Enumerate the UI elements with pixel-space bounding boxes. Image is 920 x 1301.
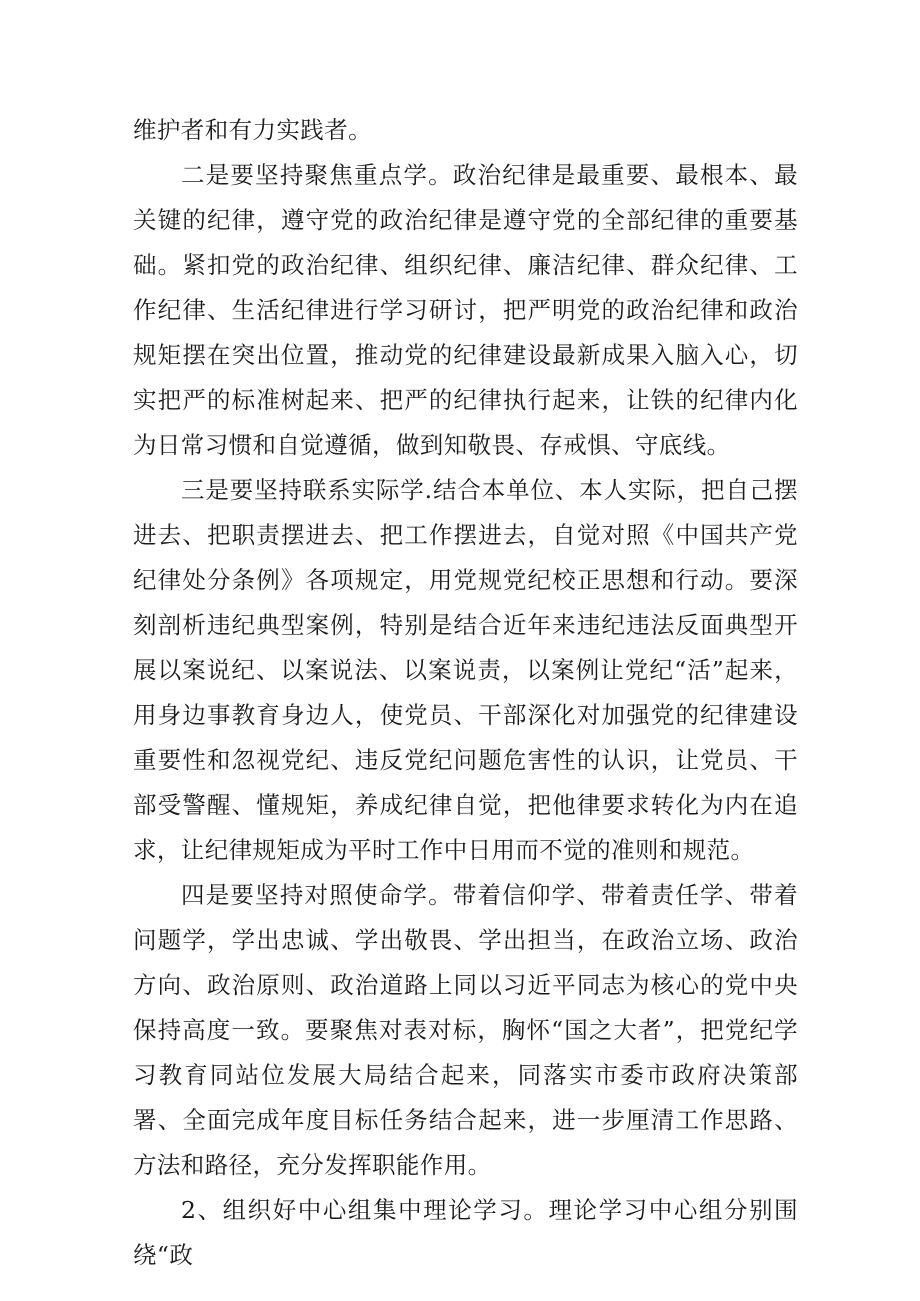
paragraph-mission: 四是要坚持对照使命学。带着信仰学、带着责任学、带着问题学，学出忠诚、学出敬畏、学出担当，在政治立场、政治方向、政治原则、政治道路上同以习近平同志为核心的党中央保持高度一致。要聚焦对表对标，胸怀“国之大者”，把党纪学习教育同站位发展大局结合起来，同落实市委市政府决策部署、全面完成年度目标任务结合起来，进一步厘清工作思路、方法和路径，充分发挥职能作用。 bbox=[133, 881, 798, 1179]
paragraph-focus-key-points: 二是要坚持聚焦重点学。政治纪律是最重要、最根本、最关键的纪律，遵守党的政治纪律是遵守党的全部纪律的重要基础。紧扣党的政治纪律、组织纪律、廉洁纪律、群众纪律、工作纪律、生活纪律进行学习研讨，把严明党的政治纪律和政治规矩摆在突出位置，推动党的纪律建设最新成果入脑入心，切实把严的标准树起来、把严的纪律执行起来，让铁的纪律内化为日常习惯和自觉遵循，做到知敬畏、存戒惧、守底线。 bbox=[133, 161, 798, 459]
paragraph-central-group-study: 2、组织好中心组集中理论学习。理论学习中心组分别围绕“政 bbox=[133, 1196, 798, 1269]
paragraph-link-to-practice: 三是要坚持联系实际学.结合本单位、本人实际，把自己摆进去、把职责摆进去、把工作摆进去，自觉对照《中国共产党纪律处分条例》各项规定，用党规党纪校正思想和行动。要深刻剖析违纪典型案例，特别是结合近年来违纪违法反面典型开展以案说纪、以案说法、以案说责，以案例让党纪“活”起来，用身边事教育身边人，使党员、干部深化对加强党的纪律建设重要性和忽视党纪、违反党纪问题危害性的认识，让党员、干部受警醒、懂规矩，养成纪律自觉，把他律要求转化为内在追求，让纪律规矩成为平时工作中日用而不觉的准则和规范。 bbox=[133, 476, 798, 864]
document-body bbox=[133, 108, 798, 1278]
paragraph-continuation: 维护者和有力实践者。 bbox=[133, 116, 372, 144]
